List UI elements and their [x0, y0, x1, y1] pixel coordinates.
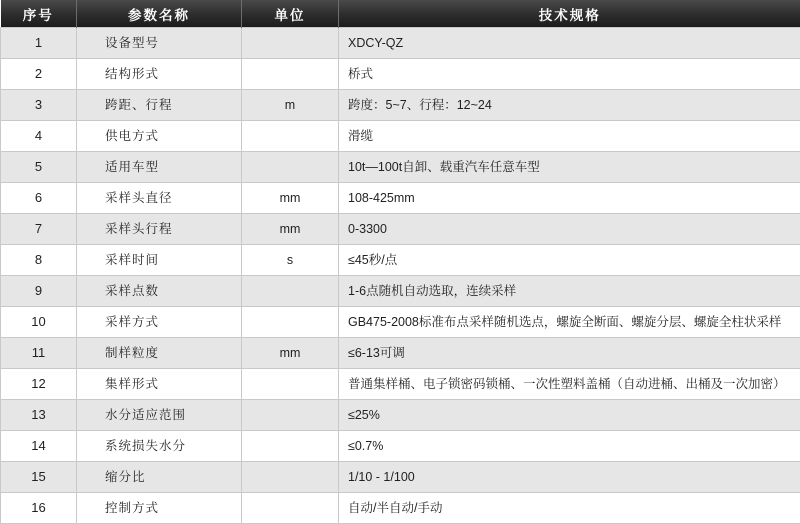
cell-unit: mm — [242, 183, 339, 214]
table-row — [1, 276, 800, 307]
table-header-row — [1, 0, 800, 28]
cell-index: 13 — [1, 400, 77, 431]
cell-index: 16 — [1, 493, 77, 524]
cell-index: 12 — [1, 369, 77, 400]
table-row — [1, 245, 800, 276]
cell-unit — [242, 276, 339, 307]
cell-specification: XDCY-QZ — [339, 28, 800, 59]
cell-parameter-name: 跨距、行程 — [77, 90, 242, 121]
cell-specification: 1-6点随机自动选取，连续采样 — [339, 276, 800, 307]
table-row — [1, 214, 800, 245]
cell-specification: 滑缆 — [339, 121, 800, 152]
cell-index: 2 — [1, 59, 77, 90]
cell-unit — [242, 152, 339, 183]
column-header-index: 序号 — [1, 0, 77, 28]
table-row — [1, 307, 800, 338]
cell-index: 3 — [1, 90, 77, 121]
cell-parameter-name: 制样粒度 — [77, 338, 242, 369]
cell-parameter-name: 水分适应范围 — [77, 400, 242, 431]
cell-parameter-name: 系统损失水分 — [77, 431, 242, 462]
cell-specification: GB475-2008标准布点采样随机选点，螺旋全断面、螺旋分层、螺旋全柱状采样 — [339, 307, 800, 338]
cell-parameter-name: 供电方式 — [77, 121, 242, 152]
cell-specification: ≤0.7% — [339, 431, 800, 462]
cell-index: 6 — [1, 183, 77, 214]
cell-specification: 10t—100t自卸、载重汽车任意车型 — [339, 152, 800, 183]
column-header-specification: 技术规格 — [339, 0, 800, 28]
table-row — [1, 28, 800, 59]
cell-parameter-name: 采样时间 — [77, 245, 242, 276]
cell-unit — [242, 121, 339, 152]
cell-index: 15 — [1, 462, 77, 493]
cell-specification: 自动/半自动/手动 — [339, 493, 800, 524]
cell-specification: ≤25% — [339, 400, 800, 431]
cell-specification: ≤45秒/点 — [339, 245, 800, 276]
table-row — [1, 493, 800, 524]
cell-unit: mm — [242, 338, 339, 369]
cell-parameter-name: 控制方式 — [77, 493, 242, 524]
table-row — [1, 338, 800, 369]
cell-unit — [242, 462, 339, 493]
table-body — [1, 28, 800, 524]
cell-unit — [242, 28, 339, 59]
cell-index: 14 — [1, 431, 77, 462]
cell-unit — [242, 493, 339, 524]
table-row — [1, 90, 800, 121]
cell-index: 7 — [1, 214, 77, 245]
cell-unit: mm — [242, 214, 339, 245]
table-header — [1, 0, 800, 28]
cell-parameter-name: 采样点数 — [77, 276, 242, 307]
cell-specification: 1/10 - 1/100 — [339, 462, 800, 493]
table-row — [1, 59, 800, 90]
cell-index: 9 — [1, 276, 77, 307]
table-row — [1, 369, 800, 400]
cell-parameter-name: 采样方式 — [77, 307, 242, 338]
cell-parameter-name: 设备型号 — [77, 28, 242, 59]
cell-index: 4 — [1, 121, 77, 152]
cell-parameter-name: 适用车型 — [77, 152, 242, 183]
cell-specification: 跨度：5~7、行程：12~24 — [339, 90, 800, 121]
cell-unit — [242, 59, 339, 90]
cell-parameter-name: 缩分比 — [77, 462, 242, 493]
table-row — [1, 121, 800, 152]
cell-index: 10 — [1, 307, 77, 338]
table-row — [1, 400, 800, 431]
column-header-parameter-name: 参数名称 — [77, 0, 242, 28]
table-row — [1, 183, 800, 214]
cell-unit — [242, 369, 339, 400]
cell-specification: 108-425mm — [339, 183, 800, 214]
cell-specification: ≤6-13可调 — [339, 338, 800, 369]
cell-parameter-name: 集样形式 — [77, 369, 242, 400]
cell-specification: 0-3300 — [339, 214, 800, 245]
cell-unit: s — [242, 245, 339, 276]
cell-index: 1 — [1, 28, 77, 59]
cell-index: 8 — [1, 245, 77, 276]
cell-unit — [242, 400, 339, 431]
table-row — [1, 152, 800, 183]
cell-index: 5 — [1, 152, 77, 183]
cell-parameter-name: 结构形式 — [77, 59, 242, 90]
cell-unit — [242, 307, 339, 338]
cell-parameter-name: 采样头直径 — [77, 183, 242, 214]
cell-unit: m — [242, 90, 339, 121]
cell-specification: 桥式 — [339, 59, 800, 90]
column-header-unit: 单位 — [242, 0, 339, 28]
cell-parameter-name: 采样头行程 — [77, 214, 242, 245]
cell-specification: 普通集样桶、电子锁密码锁桶、一次性塑料盖桶（自动进桶、出桶及一次加密） — [339, 369, 800, 400]
table-row — [1, 462, 800, 493]
cell-index: 11 — [1, 338, 77, 369]
